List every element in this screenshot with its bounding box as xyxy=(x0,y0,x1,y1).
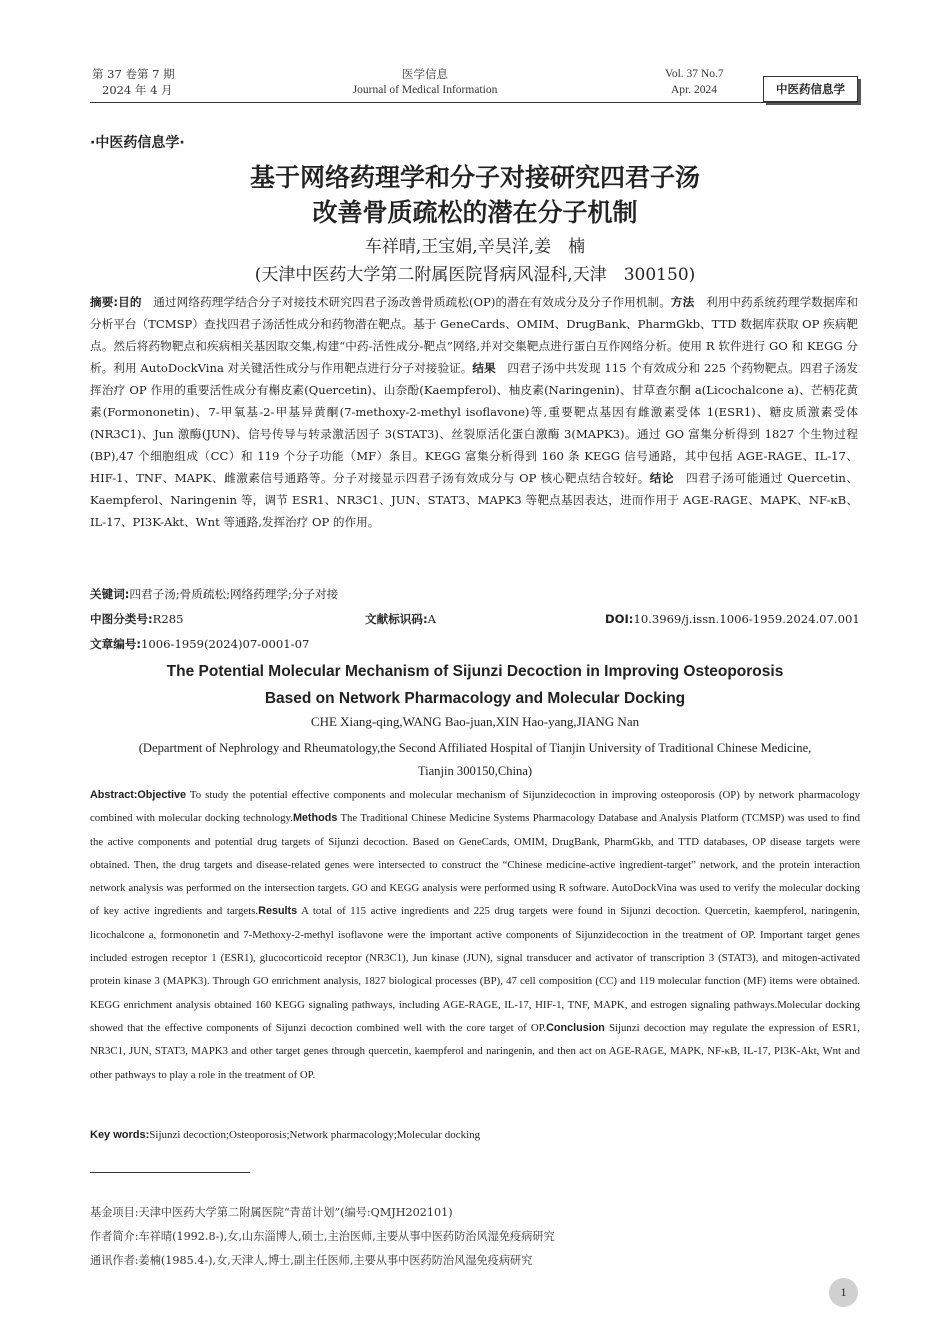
doi-value: 10.3969/j.issn.1006-1959.2024.07.001 xyxy=(633,612,860,626)
keywords-cn-text: 四君子汤;骨质疏松;网络药理学;分子对接 xyxy=(129,587,339,601)
title-cn-line2: 改善骨质疏松的潜在分子机制 xyxy=(312,198,638,227)
clc-value: R285 xyxy=(152,612,184,626)
methods-cn: 利用中药系统药理学数据库和分析平台（TCMSP）查找四君子汤活性成分和药物潜在靶点。基于 GeneCards、OMIM、DrugBank、PharmGkb、TTD 数据库获取 OP 疾病靶点。然后将药物靶点和疾病相关基因取交集,构建“中药-活性成分-靶点”网络,并对交集靶点进行蛋白互作网络分析。使用 R 软件进行 GO 和 KEGG 分析。利用 AutoDockVina 对关键活性成分与作用靶点进行分子对接验证。 xyxy=(90,295,858,375)
doi-label: DOI: xyxy=(605,612,634,626)
clc xyxy=(90,612,183,626)
methods-en: The Traditional Chinese Medicine Systems Pharmacology Database and Analysis Platform (TCMSP) was used to find the active components and potential drug targets of Sijunzi decoction. Based on GeneCards, OMIM, DrugBank, PharmGkb, and TTD databases, OP disease targets were obtained. Then, the drug targets and disease-related genes were intersected to construct the “Chinese medicine-active ingredient-target” network, and the protein interaction network analysis was performed on the intersection targets. GO and KEGG analysis were performed using R software. AutoDockVina was used to verify the molecular docking of key active ingredients and targets. xyxy=(90,812,860,918)
conclusion-en-label: Conclusion xyxy=(546,1021,605,1034)
keywords-en xyxy=(90,1126,860,1144)
objective-en: To study the potential effective components and molecular mechanism of Sijunzidecoction in improving osteoporosis (OP) by network pharmacology combined with molecular docking technology. xyxy=(90,789,860,825)
results-en: A total of 115 active ingredients and 225 drug targets were found in Sijunzi decoction. Quercetin, kaempferol, naringenin, licochalcone a, formononetin and 7-Methoxy-2-methyl isoflavone were the important active components of Sijunzidecoction in the treatment of OP. Important target genes included estrogen receptor 1 (ESR1), glucocorticoid receptor (NR3C1), Jun kinase (JUN), signal transducer and activator of transcription 3 (STAT3), and mitogen-activated protein kinase 3 (MAPK3). Through GO enrichment analysis, 1827 biological processes (BP), 47 cell composition (CC) and 119 molecular function (MF) items were obtained. KEGG enrichment analysis obtained 160 KEGG signaling pathways, including AGE-RAGE, IL-17, HIF-1, TNF, MAPK, and estrogen signaling pathways.Molecular docking showed that the effective components of Sijunzi decoction combined well with the core target of OP. xyxy=(90,905,861,1034)
doc-code-label: 文献标识码: xyxy=(365,612,428,626)
journal-en: Journal of Medical Information xyxy=(352,84,498,96)
doc-code xyxy=(365,609,436,629)
keywords-en-text: Sijunzi decoction;Osteoporosis;Network pharmacology;Molecular docking xyxy=(149,1129,481,1141)
methods-en-label: Methods xyxy=(292,812,338,825)
header-divider xyxy=(90,102,858,103)
page-number: 1 xyxy=(829,1278,858,1307)
clc-label: 中图分类号: xyxy=(90,612,153,626)
footnote-author-intro: 作者简介:车祥晴(1992.8-),女,山东淄博人,硕士,主治医师,主要从事中医药防治风湿免疫病研究 xyxy=(90,1230,555,1243)
authors-cn: 车祥晴,王宝娟,辛昊洋,姜 楠 xyxy=(364,237,586,257)
conclusion-en: Sijunzi decoction may regulate the expression of ESR1, NR3C1, JUN, STAT3, MAPK3 and other target genes through quercetin, kaempferol and naringenin, and then act on AGE-RAGE, MAPK, NF-κB, IL-17, PI3K-Akt, Wnt and other pathways to play a role in the treatment of OP. xyxy=(90,1021,860,1081)
abstract-en-label: Abstract: xyxy=(90,789,138,801)
authors-en: CHE Xiang-qing,WANG Bao-juan,XIN Hao-yang,JIANG Nan xyxy=(310,714,640,729)
results-cn: 四君子汤中共发现 115 个有效成分和 225 个药物靶点。四君子汤发挥治疗 OP 作用的重要活性成分有槲皮素(Quercetin)、山奈酚(Kaempferol)、柚皮素(Naringenin)、甘草查尔酮 a(Licochalcone a)、芒柄花黄素(Formononetin)、7-甲氧基-2-甲基异黄酮(7-methoxy-2-methyl isoflavone)等,重要靶点基因有雌激素受体 1(ESR1)、糖皮质激素受体(NR3C1)、Jun 激酶(JUN)、信号传导与转录激活因子 3(STAT3)、丝裂原活化蛋白激酶 3(MAPK3)。通过 GO 富集分析得到 1827 个生物过程(BP),47 个细胞组成（CC）和 119 个分子功能（MF）条目。KEGG 富集分析得到 160 条 KEGG 信号通路，其中包括 AGE-RAGE、IL-17、HIF-1、TNF、MAPK、雌激素信号通路等。分子对接显示四君子汤有效成分与 OP 核心靶点结合较好。 xyxy=(90,361,858,485)
conclusion-cn-label: 结论 xyxy=(649,471,675,485)
footnote-fund: 基金项目:天津中医药大学第二附属医院“青苗计划”(编号:QMJH202101) xyxy=(90,1206,453,1219)
abstract-en xyxy=(90,784,860,1087)
title-en-line2: Based on Network Pharmacology and Molecular Docking xyxy=(264,690,686,707)
results-cn-label: 结果 xyxy=(472,361,496,375)
article-no-label: 文章编号: xyxy=(90,637,142,651)
article-number xyxy=(90,634,309,654)
article-no-value: 1006-1959(2024)07-0001-07 xyxy=(141,637,310,651)
volume-en: Vol. 37 No.7 xyxy=(665,68,724,80)
doc-code-value: A xyxy=(427,612,436,626)
footnote-corresponding: 通讯作者:姜楠(1985.4-),女,天津人,博士,副主任医师,主要从事中医药防治风湿免疫病研究 xyxy=(90,1254,533,1267)
abstract-cn xyxy=(90,291,858,533)
keywords-cn xyxy=(90,584,858,604)
methods-cn-label: 方法 xyxy=(670,295,695,309)
affiliation-en xyxy=(90,737,860,783)
journal-cn: 医学信息 xyxy=(402,67,448,81)
conclusion-cn: 四君子汤可能通过 Quercetin、Kaempferol、Naringenin 等，调节 ESR1、NR3C1、JUN、STAT3、MAPK3 等靶点基因表达，进而作用于 AGE-RAGE、MAPK、NF-κB、IL-17、PI3K-Akt、Wnt 等通路,发挥治疗 OP 的作用。 xyxy=(90,471,858,529)
issue-cn: 第 37 卷第 7 期 xyxy=(92,67,175,81)
date-en: Apr. 2024 xyxy=(671,84,717,96)
header-volume-en xyxy=(665,66,724,98)
doi xyxy=(605,609,860,629)
title-cn-line1: 基于网络药理学和分子对接研究四君子汤 xyxy=(249,163,700,192)
objective-cn-label: 目的 xyxy=(118,295,142,309)
title-en-line1: The Potential Molecular Mechanism of Sijunzi Decoction in Improving Osteoporosis xyxy=(166,663,784,680)
classification-row xyxy=(90,609,860,629)
date-cn: 2024 年 4 月 xyxy=(102,83,173,97)
affiliation-cn: (天津中医药大学第二附属医院肾病风湿科,天津 300150) xyxy=(254,265,696,285)
footnote-divider xyxy=(90,1172,250,1173)
affiliation-en-line1: (Department of Nephrology and Rheumatology,the Second Affiliated Hospital of Tianjin University of Traditional Chinese Medicine, xyxy=(138,741,812,755)
keywords-cn-label: 关键词: xyxy=(90,587,130,601)
affiliation-en-line2: Tianjin 300150,China) xyxy=(417,764,533,778)
section-tag: 中医药信息学 xyxy=(763,76,858,102)
results-en-label: Results xyxy=(258,905,298,918)
title-cn xyxy=(0,160,950,230)
objective-en-label: Objective xyxy=(137,789,187,801)
column-label: ·中医药信息学· xyxy=(90,135,185,151)
objective-cn: 通过网络药理学结合分子对接技术研究四君子汤改善骨质疏松(OP)的潜在有效成分及分子作用机制。 xyxy=(141,295,671,309)
keywords-en-label: Key words: xyxy=(90,1129,150,1141)
abstract-cn-label: 摘要: xyxy=(90,295,119,309)
title-en xyxy=(0,658,950,712)
